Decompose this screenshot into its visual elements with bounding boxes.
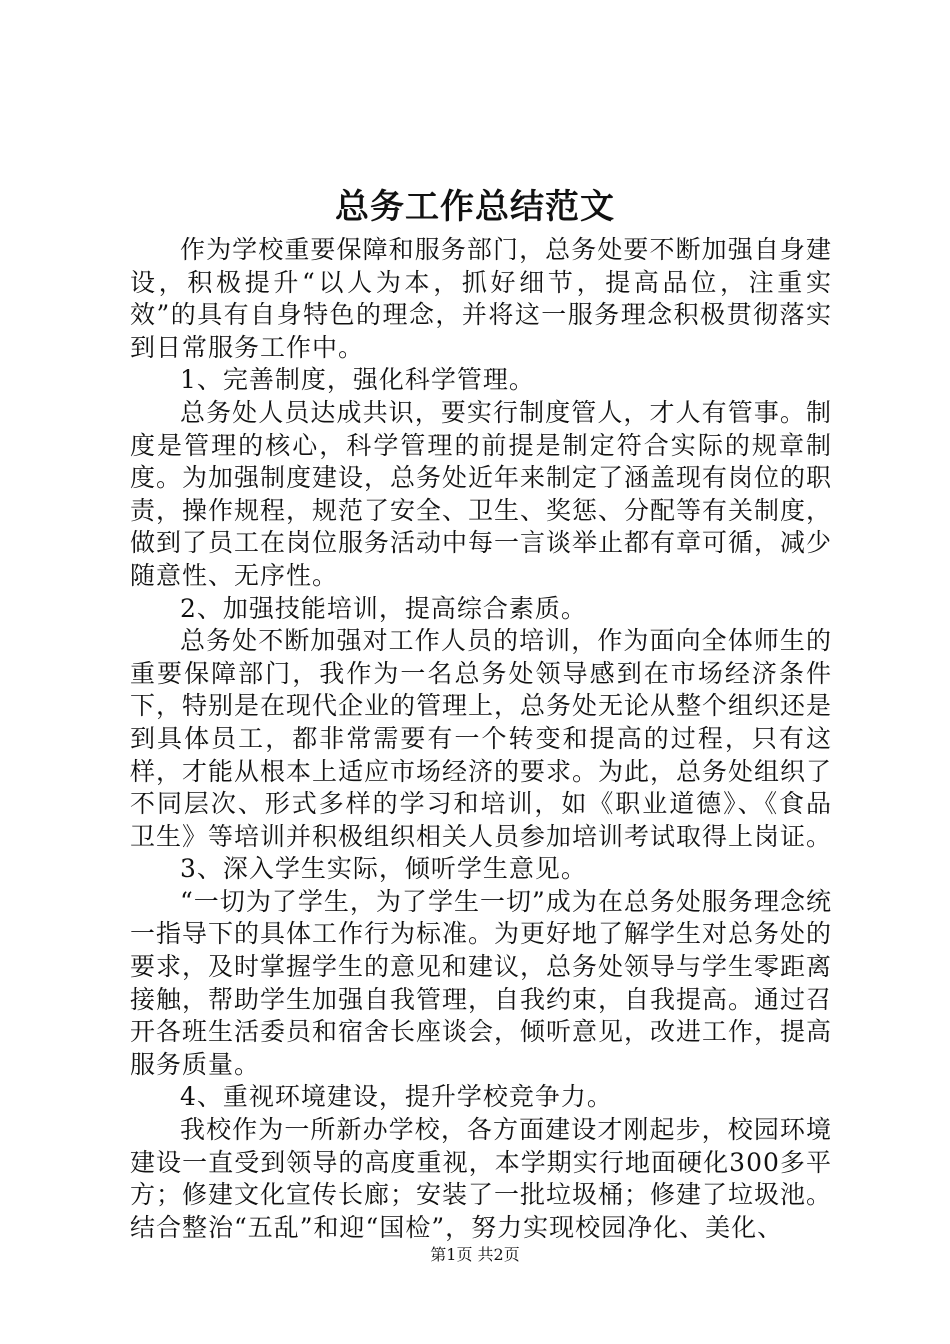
section-paragraph-4: 我校作为一所新办学校，各方面建设才刚起步，校园环境建设一直受到领导的高度重视，本学期实行地面硬化300多平方；修建文化宣传长廊；安装了一批垃圾桶；修建了垃圾池。结合整治“五乱”和迎“国检”，努力实现校园净化、美化、 [130, 1115, 833, 1242]
section-heading-2: 2、加强技能培训，提高综合素质。 [180, 593, 587, 623]
page-number-footer: 第1页 共2页 [430, 1245, 520, 1264]
section-heading-4: 4、重视环境建设，提升学校竞争力。 [180, 1082, 613, 1112]
intro-paragraph: 作为学校重要保障和服务部门，总务处要不断加强自身建设，积极提升“以人为本，抓好细节，提高品位，注重实效”的具有自身特色的理念，并将这一服务理念积极贯彻落实到日常服务工作中。 [130, 235, 832, 362]
section-paragraph-3: “一切为了学生，为了学生一切”成为在总务处服务理念统一指导下的具体工作行为标准。为更好地了解学生对总务处的要求，及时掌握学生的意见和建议，总务处领导与学生零距离接触，帮助学生加强自我管理，自我约束，自我提高。通过召开各班生活委员和宿舍长座谈会，倾听意见，改进工作，提高服务质量。 [130, 886, 833, 1079]
section-paragraph-1: 总务处人员达成共识，要实行制度管人，才人有管事。制度是管理的核心，科学管理的前提是制定符合实际的规章制度。为加强制度建设，总务处近年来制定了涵盖现有岗位的职责，操作规程，规范了安全、卫生、奖惩、分配等有关制度，做到了员工在岗位服务活动中每一言谈举止都有章可循，减少随意性、无序性。 [130, 397, 833, 590]
section-heading-1: 1、完善制度，强化科学管理。 [180, 365, 535, 395]
document-body [130, 234, 832, 1244]
document-title: 总务工作总结范文 [335, 187, 615, 227]
section-heading-3: 3、深入学生实际，倾听学生意见。 [180, 854, 587, 884]
section-paragraph-2: 总务处不断加强对工作人员的培训，作为面向全体师生的重要保障部门，我作为一名总务处领导感到在市场经济条件下，特别是在现代企业的管理上，总务处无论从整个组织还是到具体员工，都非常需要有一个转变和提高的过程，只有这样，才能从根本上适应市场经济的要求。为此，总务处组织了不同层次、形式多样的学习和培训，如《职业道德》、《食品卫生》等培训并积极组织相关人员参加培训考试取得上岗证。 [130, 626, 833, 851]
